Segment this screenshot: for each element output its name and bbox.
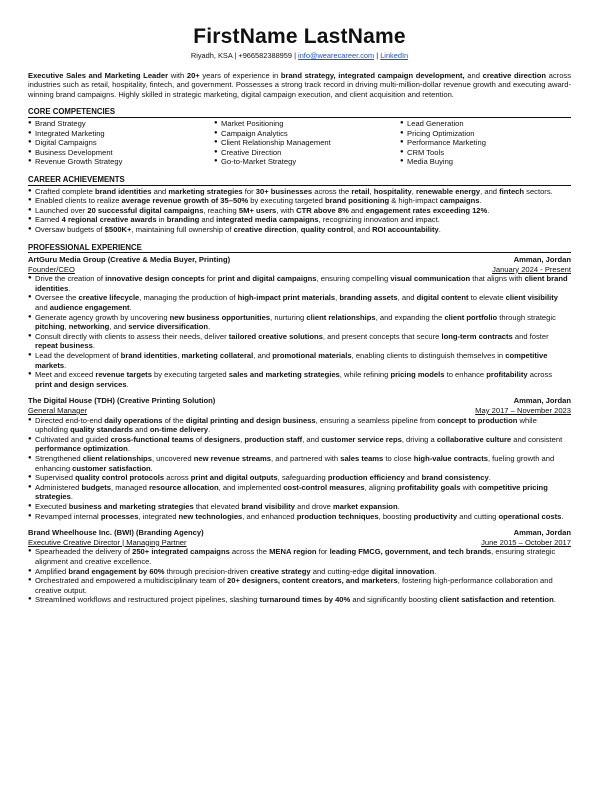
text-run: . (64, 360, 67, 370)
text-run: , (240, 434, 245, 444)
bold-text: profitability goals (397, 482, 461, 492)
text-run: , and (480, 186, 500, 196)
job-dates: May 2017 – November 2023 (475, 406, 571, 415)
bold-text: print and digital campaigns (217, 274, 317, 284)
text-run: across the (312, 186, 352, 196)
text-run: , fostering high-performance collaboration and creative output. (35, 576, 553, 595)
text-run: across the (229, 547, 270, 557)
bold-text: performance optimization (35, 444, 128, 454)
job-bullets (28, 274, 571, 389)
bold-text: budgets (81, 482, 111, 492)
text-run: and (464, 70, 483, 80)
text-run: across (164, 473, 191, 483)
job-location: Amman, Jordan (513, 528, 571, 538)
bold-text: quality control (300, 224, 354, 234)
bold-text: daily operations (104, 415, 163, 425)
text-run: , and (302, 434, 322, 444)
competencies-grid (28, 119, 571, 167)
professional-experience-heading: PROFESSIONAL EXPERIENCE (28, 243, 571, 254)
competency-item: ● Performance Marketing (400, 138, 571, 148)
bold-text: new revenue streams (193, 453, 271, 463)
competency-item: ● Brand Strategy (28, 119, 214, 129)
bold-text: campaigns (439, 196, 480, 206)
email-link[interactable]: info@wearecareer.com (298, 51, 375, 60)
job-bullet (28, 351, 571, 370)
bold-text: CTR above 8% (296, 205, 349, 215)
bold-text: 5M+ users (238, 205, 277, 215)
job-bullet (28, 370, 571, 389)
bold-text: client visibility (505, 293, 559, 303)
text-run: Enabled clients to realize (35, 196, 122, 206)
job-header (28, 396, 571, 406)
text-run: and (348, 205, 366, 215)
text-run: , ensuring strategic alignment and creative excellence. (35, 547, 556, 566)
text-run: Oversee the (35, 293, 79, 303)
bold-text: brand positioning (325, 196, 390, 206)
text-run: that elevated (193, 501, 242, 511)
job-location: Amman, Jordan (513, 255, 571, 265)
text-run: . (438, 224, 441, 234)
job-role: Founder/CEO (28, 264, 75, 274)
competency-item: ● Business Development (28, 148, 214, 158)
bold-text: 250+ integrated campaigns (132, 547, 230, 557)
text-run: . (553, 595, 556, 605)
text-run: . (487, 205, 490, 215)
text-run: for (242, 186, 256, 196)
competency-item: ● CRM Tools (400, 148, 571, 158)
job-bullet (28, 567, 571, 577)
bold-text: designers (204, 434, 241, 444)
bold-text: client relationships (82, 453, 152, 463)
bold-text: client relationships (306, 312, 376, 322)
job-title-row (28, 406, 571, 416)
job-bullet (28, 293, 571, 312)
text-run: , ensuring compelling (316, 274, 391, 284)
text-run: . (150, 463, 153, 473)
bold-text: 20+ designers, content creators, and marketers (227, 576, 398, 586)
job-title-row (28, 538, 571, 548)
bold-text: engagement rates exceeding 12% (365, 205, 488, 215)
job-bullet (28, 512, 571, 522)
bold-text: resource allocation (148, 482, 219, 492)
text-run: in (156, 215, 167, 225)
bold-text: digital innovation (371, 566, 435, 576)
bold-text: branding (166, 215, 200, 225)
bold-text: operational costs (498, 511, 562, 521)
job-bullet (28, 332, 571, 351)
core-competencies-section (28, 107, 571, 167)
text-run: , and (109, 322, 129, 332)
job-role: General Manager (28, 406, 88, 415)
bold-text: brand engagement by 60% (68, 566, 165, 576)
job-entry (28, 528, 571, 605)
bold-text: creative direction (233, 224, 297, 234)
job-bullet (28, 502, 571, 512)
bold-text: leading FMCG, government, and tech brands (329, 547, 492, 557)
text-run: . (561, 511, 564, 521)
bold-text: visual communication (390, 274, 471, 284)
bold-text: processes (100, 511, 139, 521)
text-run: . (208, 425, 211, 435)
text-run: Revamped internal (35, 511, 101, 521)
job-bullet (28, 576, 571, 595)
text-run: . (129, 303, 132, 313)
text-run: to elevate (468, 293, 506, 303)
competency-item: ● Media Buying (400, 157, 571, 167)
bold-text: productivity (413, 511, 458, 521)
bold-text: long-term contracts (441, 331, 513, 341)
text-run: across industries such as retail, hospitality, fintech, and government. Possesses a strong track record in driving multi-million-dollar revenue growth and executing award-winning brand campaigns. Highly skilled in strategic marketing, digital campaign execution, and client acquisition and retention. (28, 70, 572, 99)
competency-item: ● Client Relationship Management (214, 138, 400, 148)
text-run: Streamlined workflows and restructured project pipelines, slashing (35, 595, 260, 605)
text-run: of the (162, 415, 186, 425)
bold-text: integrated media campaigns (216, 215, 319, 225)
text-run: Cultivated and guided (35, 434, 111, 444)
bold-text: audience engagement (49, 303, 130, 313)
company-name: The Digital House (TDH) (Creative Printing Solution) (28, 396, 216, 406)
text-run: Supervised (35, 473, 76, 483)
text-run: through precision-driven (164, 566, 251, 576)
text-run: to enhance (444, 370, 487, 380)
text-run: , nurturing (270, 312, 307, 322)
text-run: Launched over (35, 205, 88, 215)
job-bullet (28, 454, 571, 473)
achievement-item (28, 225, 571, 235)
bold-text: profitability (486, 370, 528, 380)
competencies-column (214, 119, 400, 167)
text-run: to close (383, 453, 414, 463)
bold-text: concept to production (437, 415, 518, 425)
summary-paragraph (28, 71, 571, 100)
professional-experience-section (28, 243, 571, 605)
bold-text: MENA region (269, 547, 317, 557)
achievement-item (28, 196, 571, 206)
location-phone: Riyadh, KSA | +966582388959 | (190, 51, 299, 60)
text-run: Amplified (35, 566, 69, 576)
text-run: that aligns with (470, 274, 525, 284)
text-run: with (168, 70, 187, 80)
text-run: , managed (110, 482, 149, 492)
job-title-row (28, 265, 571, 275)
competency-item: ● Creative Direction (214, 148, 400, 158)
bold-text: 30+ businesses (255, 186, 313, 196)
text-run: . (127, 444, 130, 454)
bold-text: digital content (416, 293, 469, 303)
text-run: Consult directly with clients to assess their needs, deliver (35, 331, 229, 341)
text-run: and (35, 303, 50, 313)
text-run: years of experience in (199, 70, 281, 80)
text-run: , safeguarding (277, 473, 328, 483)
bold-text: 20+ (186, 70, 200, 80)
competencies-column (400, 119, 571, 167)
text-run: , (335, 293, 340, 303)
job-header (28, 528, 571, 538)
text-run: , driving a (401, 434, 437, 444)
text-run: Drive the creation of (35, 274, 106, 284)
bold-text: high-value contracts (413, 453, 488, 463)
job-dates: June 2015 – October 2017 (481, 537, 571, 547)
job-bullet (28, 473, 571, 483)
text-run: and (404, 473, 422, 483)
job-entry (28, 255, 571, 389)
competency-item: ● Integrated Marketing (28, 129, 214, 139)
achievements-list (28, 187, 571, 235)
text-run: and consistent (511, 434, 563, 444)
bold-text: collaborative culture (436, 434, 512, 444)
bold-text: promotional materials (272, 351, 352, 361)
bold-text: print and design services (35, 379, 127, 389)
text-run: , and enhanced (242, 511, 297, 521)
text-run: , ensuring a seamless pipeline from (315, 415, 438, 425)
text-run: and foster (512, 331, 549, 341)
bold-text: retail (351, 186, 370, 196)
bold-text: pricing models (390, 370, 445, 380)
bold-text: production techniques (296, 511, 379, 521)
bold-text: digital printing and design business (185, 415, 316, 425)
company-name: Brand Wheelhouse Inc. (BWI) (Branding Agency) (28, 528, 204, 538)
bold-text: new business opportunities (169, 312, 271, 322)
bold-text: production efficiency (327, 473, 405, 483)
bold-text: brand strategy, integrated campaign development, (280, 70, 465, 80)
text-run: , and (353, 224, 373, 234)
achievement-item (28, 215, 571, 225)
bold-text: marketing collateral (181, 351, 254, 361)
text-run: , maintaining full ownership of (131, 224, 234, 234)
bold-text: customer satisfaction (72, 463, 151, 473)
bold-text: competitive markets (35, 351, 548, 370)
text-run: , uncovered (151, 453, 194, 463)
text-run: Earned (35, 215, 62, 225)
bold-text: quality control protocols (75, 473, 165, 483)
text-run: , (369, 186, 374, 196)
competency-item: ● Digital Campaigns (28, 138, 214, 148)
achievement-item (28, 187, 571, 197)
text-run: Orchestrated and empowered a multidisciplinary team of (35, 576, 228, 586)
text-run: across (527, 370, 553, 380)
bold-text: fintech (499, 186, 525, 196)
text-run: , integrated (138, 511, 179, 521)
bold-text: production staff (244, 434, 303, 444)
job-bullet (28, 435, 571, 454)
achievement-item (28, 206, 571, 216)
text-run: , managing the production of (139, 293, 238, 303)
text-run: of (193, 434, 205, 444)
bold-text: 4 regional creative awards (61, 215, 157, 225)
job-role: Executive Creative Director | Managing Partner (28, 537, 187, 547)
bold-text: renewable energy (415, 186, 481, 196)
text-run: Oversaw budgets of (35, 224, 105, 234)
job-location: Amman, Jordan (513, 396, 571, 406)
text-run: , (177, 351, 182, 361)
competency-item: ● Revenue Growth Strategy (28, 157, 214, 167)
job-dates: January 2024 - Present (492, 264, 571, 274)
core-competencies-heading: CORE COMPETENCIES (28, 107, 571, 118)
job-bullet (28, 483, 571, 502)
text-run: . (397, 501, 400, 511)
text-run: , enabling clients to distinguish themselves in (351, 351, 506, 361)
bold-text: print and digital outputs (190, 473, 278, 483)
text-run: and (151, 186, 169, 196)
bold-text: client satisfaction and retention (439, 595, 554, 605)
bold-text: cross-functional teams (110, 434, 194, 444)
bold-text: brand identities (120, 351, 178, 361)
bold-text: on-time delivery (149, 425, 209, 435)
job-bullet (28, 547, 571, 566)
career-achievements-heading: CAREER ACHIEVEMENTS (28, 175, 571, 186)
bold-text: sales teams (340, 453, 384, 463)
text-run: , aligning (364, 482, 398, 492)
bold-text: branding assets (339, 293, 398, 303)
text-run: Directed end-to-end (35, 415, 105, 425)
text-run: and cutting-edge (310, 566, 372, 576)
bold-text: pitching (35, 322, 65, 332)
bold-text: brand visibility (241, 501, 296, 511)
bold-text: quality standards (70, 425, 133, 435)
job-bullets (28, 547, 571, 605)
job-entry (28, 396, 571, 521)
bold-text: brand consistency (421, 473, 489, 483)
job-bullets (28, 416, 571, 522)
job-header (28, 255, 571, 265)
job-bullet (28, 595, 571, 605)
text-run: . (70, 492, 74, 502)
competencies-column (28, 119, 214, 167)
bold-text: creative strategy (250, 566, 311, 576)
bold-text: creative lifecycle (78, 293, 140, 303)
text-run: & high-impact (389, 196, 440, 206)
text-run: and (132, 425, 150, 435)
bold-text: 20 successful digital campaigns (87, 205, 204, 215)
competency-item: ● Go-to-Market Strategy (214, 157, 400, 167)
job-bullet (28, 313, 571, 332)
text-run: , and expanding the (375, 312, 445, 322)
text-run: and cutting (457, 511, 499, 521)
text-run: and (199, 215, 217, 225)
career-achievements-section (28, 175, 571, 235)
bold-text: turnaround times by 40% (259, 595, 351, 605)
bold-text: high-impact print materials (237, 293, 336, 303)
competency-item: ● Market Positioning (214, 119, 400, 129)
jobs-list (28, 255, 571, 605)
bold-text: repeat business (35, 341, 93, 351)
text-run: . (479, 196, 482, 206)
bold-text: ROI accountability (372, 224, 439, 234)
bold-text: customer service reps (321, 434, 402, 444)
competency-item: ● Campaign Analytics (214, 129, 400, 139)
bold-text: innovative design concepts (105, 274, 205, 284)
text-run: through strategic (497, 312, 556, 322)
contact-line (28, 51, 571, 61)
text-run: , (296, 224, 301, 234)
text-run: for (204, 274, 218, 284)
text-run: and significantly boosting (350, 595, 440, 605)
company-name: ArtGuru Media Group (Creative & Media Buyer, Printing) (28, 255, 231, 265)
bold-text: average revenue growth of 35–50% (121, 196, 249, 206)
bold-text: new technologies (178, 511, 243, 521)
bold-text: $500K+ (104, 224, 132, 234)
bold-text: revenue targets (95, 370, 152, 380)
contact-separator: | (374, 51, 381, 60)
text-run: . (126, 379, 129, 389)
bold-text: networking (68, 322, 110, 332)
competency-item: ● Pricing Optimization (400, 129, 571, 139)
candidate-name: FirstName LastName (193, 25, 406, 48)
text-run: Spearheaded the delivery of (35, 547, 133, 557)
text-run: , and present concepts that secure (322, 331, 442, 341)
bold-text: market expansion (333, 501, 398, 511)
text-run: , and (397, 293, 417, 303)
bold-text: sales and marketing strategies (228, 370, 340, 380)
competency-item: ● Lead Generation (400, 119, 571, 129)
text-run: , and implemented (218, 482, 284, 492)
text-run: for (316, 547, 330, 557)
bold-text: client brand identities (35, 274, 568, 293)
text-run: , boosting (378, 511, 414, 521)
job-bullet (28, 274, 571, 293)
text-run: while upholding (35, 415, 537, 435)
text-run: Generate agency growth by uncovering (35, 312, 170, 322)
bold-text: business and marketing strategies (68, 501, 194, 511)
job-bullet (28, 416, 571, 435)
text-run: , fueling growth and enhancing (35, 453, 555, 473)
text-run: Administered (35, 482, 82, 492)
text-run: . (434, 566, 437, 576)
text-run: , (411, 186, 416, 196)
text-run: , and (253, 351, 273, 361)
text-run: Executed (35, 501, 69, 511)
text-run: . (92, 341, 95, 351)
text-run: with (460, 482, 479, 492)
text-run: by executing targeted (248, 196, 326, 206)
bold-text: client portfolio (444, 312, 498, 322)
bold-text: Executive Sales and Marketing Leader (28, 70, 169, 80)
text-run: , while refining (339, 370, 391, 380)
bold-text: marketing strategies (168, 186, 243, 196)
text-run: Strengthened (35, 453, 83, 463)
text-run: , reaching (203, 205, 239, 215)
text-run: , and partnered with (270, 453, 341, 463)
text-run: Crafted complete (35, 186, 95, 196)
text-run: . (208, 322, 211, 332)
text-run: . (68, 283, 71, 293)
bold-text: brand identities (94, 186, 152, 196)
bold-text: tailored creative solutions (228, 331, 323, 341)
bold-text: creative direction (482, 70, 547, 80)
bold-text: hospitality (373, 186, 412, 196)
text-run: Lead the development of (35, 351, 121, 361)
text-run: , recognizing innovation and impact. (318, 215, 440, 225)
bold-text: service diversification (128, 322, 209, 332)
text-run: Meet and exceed (35, 370, 96, 380)
text-run: by executing targeted (151, 370, 229, 380)
text-run: , (64, 322, 69, 332)
text-run: , with (276, 205, 297, 215)
text-run: . (488, 473, 491, 483)
linkedin-link[interactable]: LinkedIn (380, 51, 409, 60)
bold-text: cost-control measures (283, 482, 365, 492)
text-run: and drove (295, 501, 334, 511)
text-run: sectors. (524, 186, 553, 196)
bold-text: competitive pricing strategies (35, 482, 548, 502)
